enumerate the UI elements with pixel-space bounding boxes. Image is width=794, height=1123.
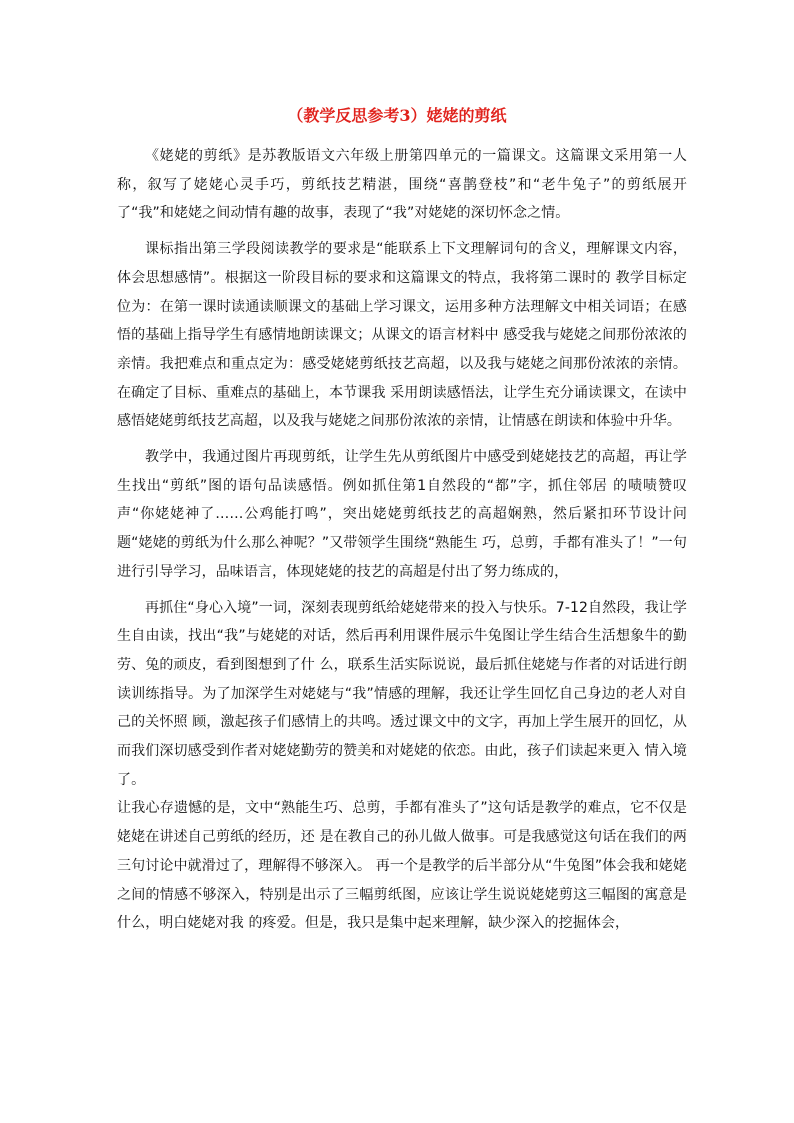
document-title: （教学反思参考3）姥姥的剪纸 (287, 106, 507, 125)
document-body (117, 142, 687, 938)
paragraph-2: 课标指出第三学段阅读教学的要求是“能联系上下文理解词句的含义，理解课文内容，体会思想感情”。根据这一阶段目标的要求和这篇课文的特点，我将第二课时的 教学目标定位为：在第一课时读通读顺课文的基础上学习课文，运用多种方法理解文中相关词语；在感悟的基础上指导学生有感情地朗读课文；从课文的语言材料中 感受我与姥姥之间那份浓浓的亲情。我把难点和重点定为：感受姥姥剪纸技艺高超，以及我与姥姥之间那份浓浓的亲情。在确定了目标、重难点的基础上，本节课我 采用朗读感悟法，让学生充分诵读课文，在读中感悟姥姥剪纸技艺高超，以及我与姥姥之间那份浓浓的亲情，让情感在朗读和体验中升华。 (117, 241, 687, 430)
paragraph-4: 再抓住“身心入境”一词，深刻表现剪纸给姥姥带来的投入与快乐。7-12自然段，我让学生自由读，找出“我”与姥姥的对话，然后再利用课件展示牛兔图让学生结合生活想象牛的勤劳、兔的顽皮，看到图想到了什 么，联系生活实际说说，最后抓住姥姥与作者的对话进行朗读训练指导。为了加深学生对姥姥与“我”情感的理解，我还让学生回忆自己身边的老人对自己的关怀照 顾，激起孩子们感情上的共鸣。透过课文中的文字，再加上学生展开的回忆，从而我们深切感受到作者对姥姥勤劳的赞美和对姥姥的依恋。由此，孩子们读起来更入 情入境了。 (117, 599, 687, 788)
paragraph-1: 《姥姥的剪纸》是苏教版语文六年级上册第四单元的一篇课文。这篇课文采用第一人称，叙写了姥姥心灵手巧，剪纸技艺精湛，围绕“喜鹊登枝”和“老牛兔子”的剪纸展开了“我”和姥姥之间动情有趣的故事，表现了“我”对姥姥的深切怀念之情。 (117, 148, 687, 222)
paragraph-3: 教学中，我通过图片再现剪纸，让学生先从剪纸图片中感受到姥姥技艺的高超，再让学生找出“剪纸”图的语句品读感悟。例如抓住第1自然段的“都”字，抓住邻居 的啧啧赞叹声“你姥姥神了……公鸡能打鸣”，突出姥姥剪纸技艺的高超娴熟，然后紧扣环节设计问题“姥姥的剪纸为什么那么神呢？”又带领学生围绕“熟能生 巧，总剪，手都有准头了！”一句进行引导学习，品味语言，体现姥姥的技艺的高超是付出了努力练成的， (117, 449, 687, 580)
paragraph-5: 让我心存遗憾的是，文中“熟能生巧、总剪，手都有准头了”这句话是教学的难点，它不仅是姥姥在讲述自己剪纸的经历，还 是在教自己的孙儿做人做事。可是我感觉这句话在我们的两三句讨论中就滑过了，理解得不够深入。 再一个是教学的后半部分从“牛兔图”体会我和姥姥之间的情感不够深入，特别是出示了三幅剪纸图，应该让学生说说姥姥剪这三幅图的寓意是什么，明白姥姥对我 的疼爱。但是，我只是集中起来理解，缺少深入的挖掘体会， (117, 800, 687, 932)
